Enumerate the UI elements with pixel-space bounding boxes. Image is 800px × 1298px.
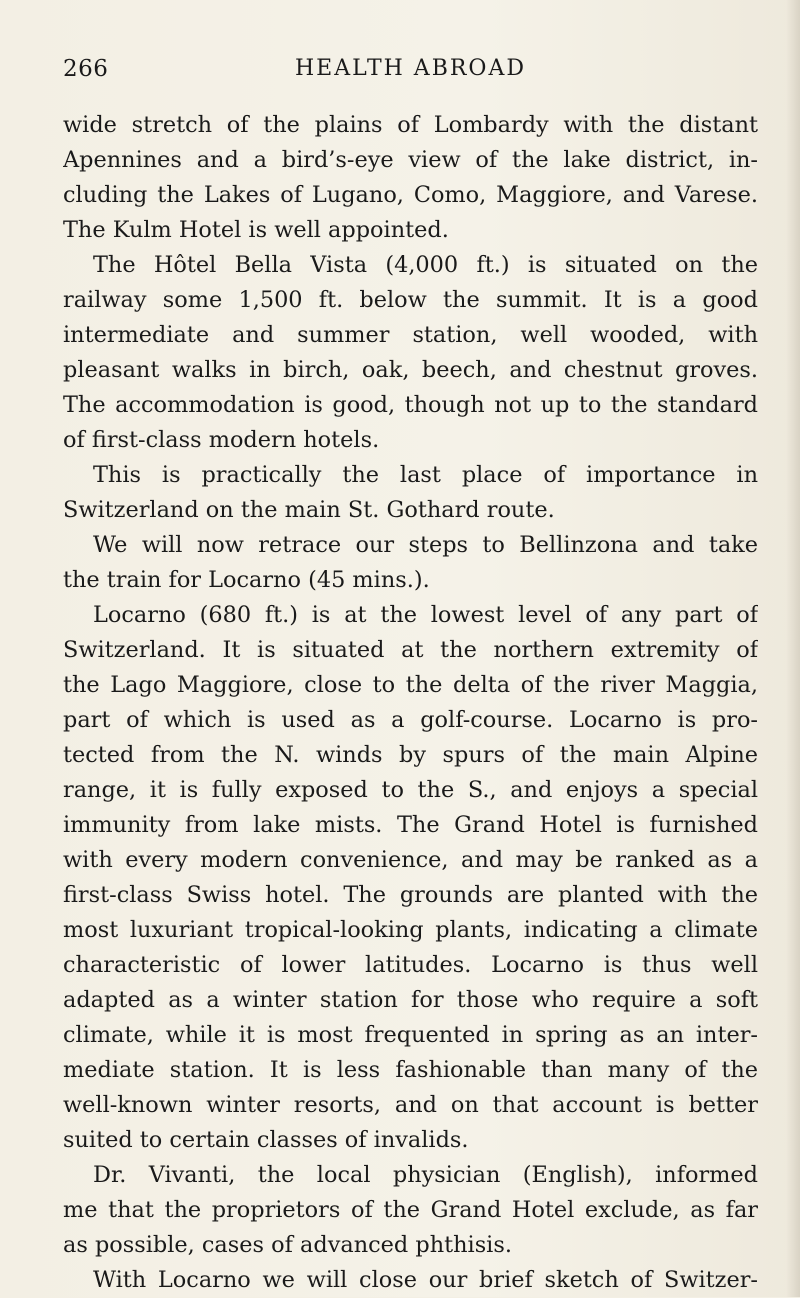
text-line: The Kulm Hotel is well appointed. bbox=[63, 217, 449, 243]
text-line: Switzerland. It is situated at the northern extremity of bbox=[63, 637, 758, 663]
body-text bbox=[63, 108, 758, 1298]
text-line: With Locarno we will close our brief sketch of Switzer- bbox=[93, 1267, 758, 1293]
text-line: Apennines and a bird’s-eye view of the lake district, in- bbox=[63, 147, 758, 173]
page-edge-shadow bbox=[786, 0, 800, 1297]
text-line: intermediate and summer station, well wooded, with bbox=[63, 322, 758, 348]
text-line: suited to certain classes of invalids. bbox=[63, 1127, 469, 1153]
text-line: We will now retrace our steps to Bellinzona and take bbox=[93, 532, 758, 558]
running-head: HEALTH ABROAD bbox=[295, 56, 526, 81]
text-line: of first-class modern hotels. bbox=[63, 427, 380, 453]
text-line: characteristic of lower latitudes. Locarno is thus well bbox=[63, 952, 758, 978]
text-line: first-class Swiss hotel. The grounds are planted with the bbox=[63, 882, 758, 908]
text-line: the Lago Maggiore, close to the delta of the river Maggia, bbox=[63, 672, 758, 698]
text-line: with every modern convenience, and may be ranked as a bbox=[63, 847, 758, 873]
text-line: me that the proprietors of the Grand Hotel exclude, as far bbox=[63, 1197, 758, 1223]
text-line: Switzerland on the main St. Gothard route. bbox=[63, 497, 555, 523]
text-line: most luxuriant tropical-looking plants, indicating a climate bbox=[63, 917, 758, 943]
text-line: range, it is fully exposed to the S., and enjoys a special bbox=[63, 777, 758, 803]
text-line: Dr. Vivanti, the local physician (English), informed bbox=[93, 1162, 758, 1188]
text-line: tected from the N. winds by spurs of the main Alpine bbox=[63, 742, 758, 768]
text-line: as possible, cases of advanced phthisis. bbox=[63, 1232, 512, 1258]
text-line: mediate station. It is less fashionable than many of the bbox=[63, 1057, 758, 1083]
text-line: pleasant walks in birch, oak, beech, and chestnut groves. bbox=[63, 357, 758, 383]
text-line: cluding the Lakes of Lugano, Como, Maggiore, and Varese. bbox=[63, 182, 758, 208]
page-header bbox=[63, 56, 758, 92]
text-line: The accommodation is good, though not up to the standard bbox=[63, 392, 758, 418]
page-number: 266 bbox=[63, 56, 109, 82]
text-line: climate, while it is most frequented in spring as an inter- bbox=[63, 1022, 758, 1048]
text-line: wide stretch of the plains of Lombardy with the distant bbox=[63, 112, 758, 138]
text-line: Locarno (680 ft.) is at the lowest level of any part of bbox=[93, 602, 758, 628]
text-line: The Hôtel Bella Vista (4,000 ft.) is situated on the bbox=[93, 252, 758, 278]
text-line: the train for Locarno (45 mins.). bbox=[63, 567, 430, 593]
text-line: adapted as a winter station for those who require a soft bbox=[63, 987, 758, 1013]
text-line: railway some 1,500 ft. below the summit. It is a good bbox=[63, 287, 758, 313]
text-line: This is practically the last place of importance in bbox=[93, 462, 758, 488]
text-line: part of which is used as a golf-course. Locarno is pro- bbox=[63, 707, 758, 733]
text-line: immunity from lake mists. The Grand Hotel is furnished bbox=[63, 812, 758, 838]
text-line: well-known winter resorts, and on that account is better bbox=[63, 1092, 758, 1118]
